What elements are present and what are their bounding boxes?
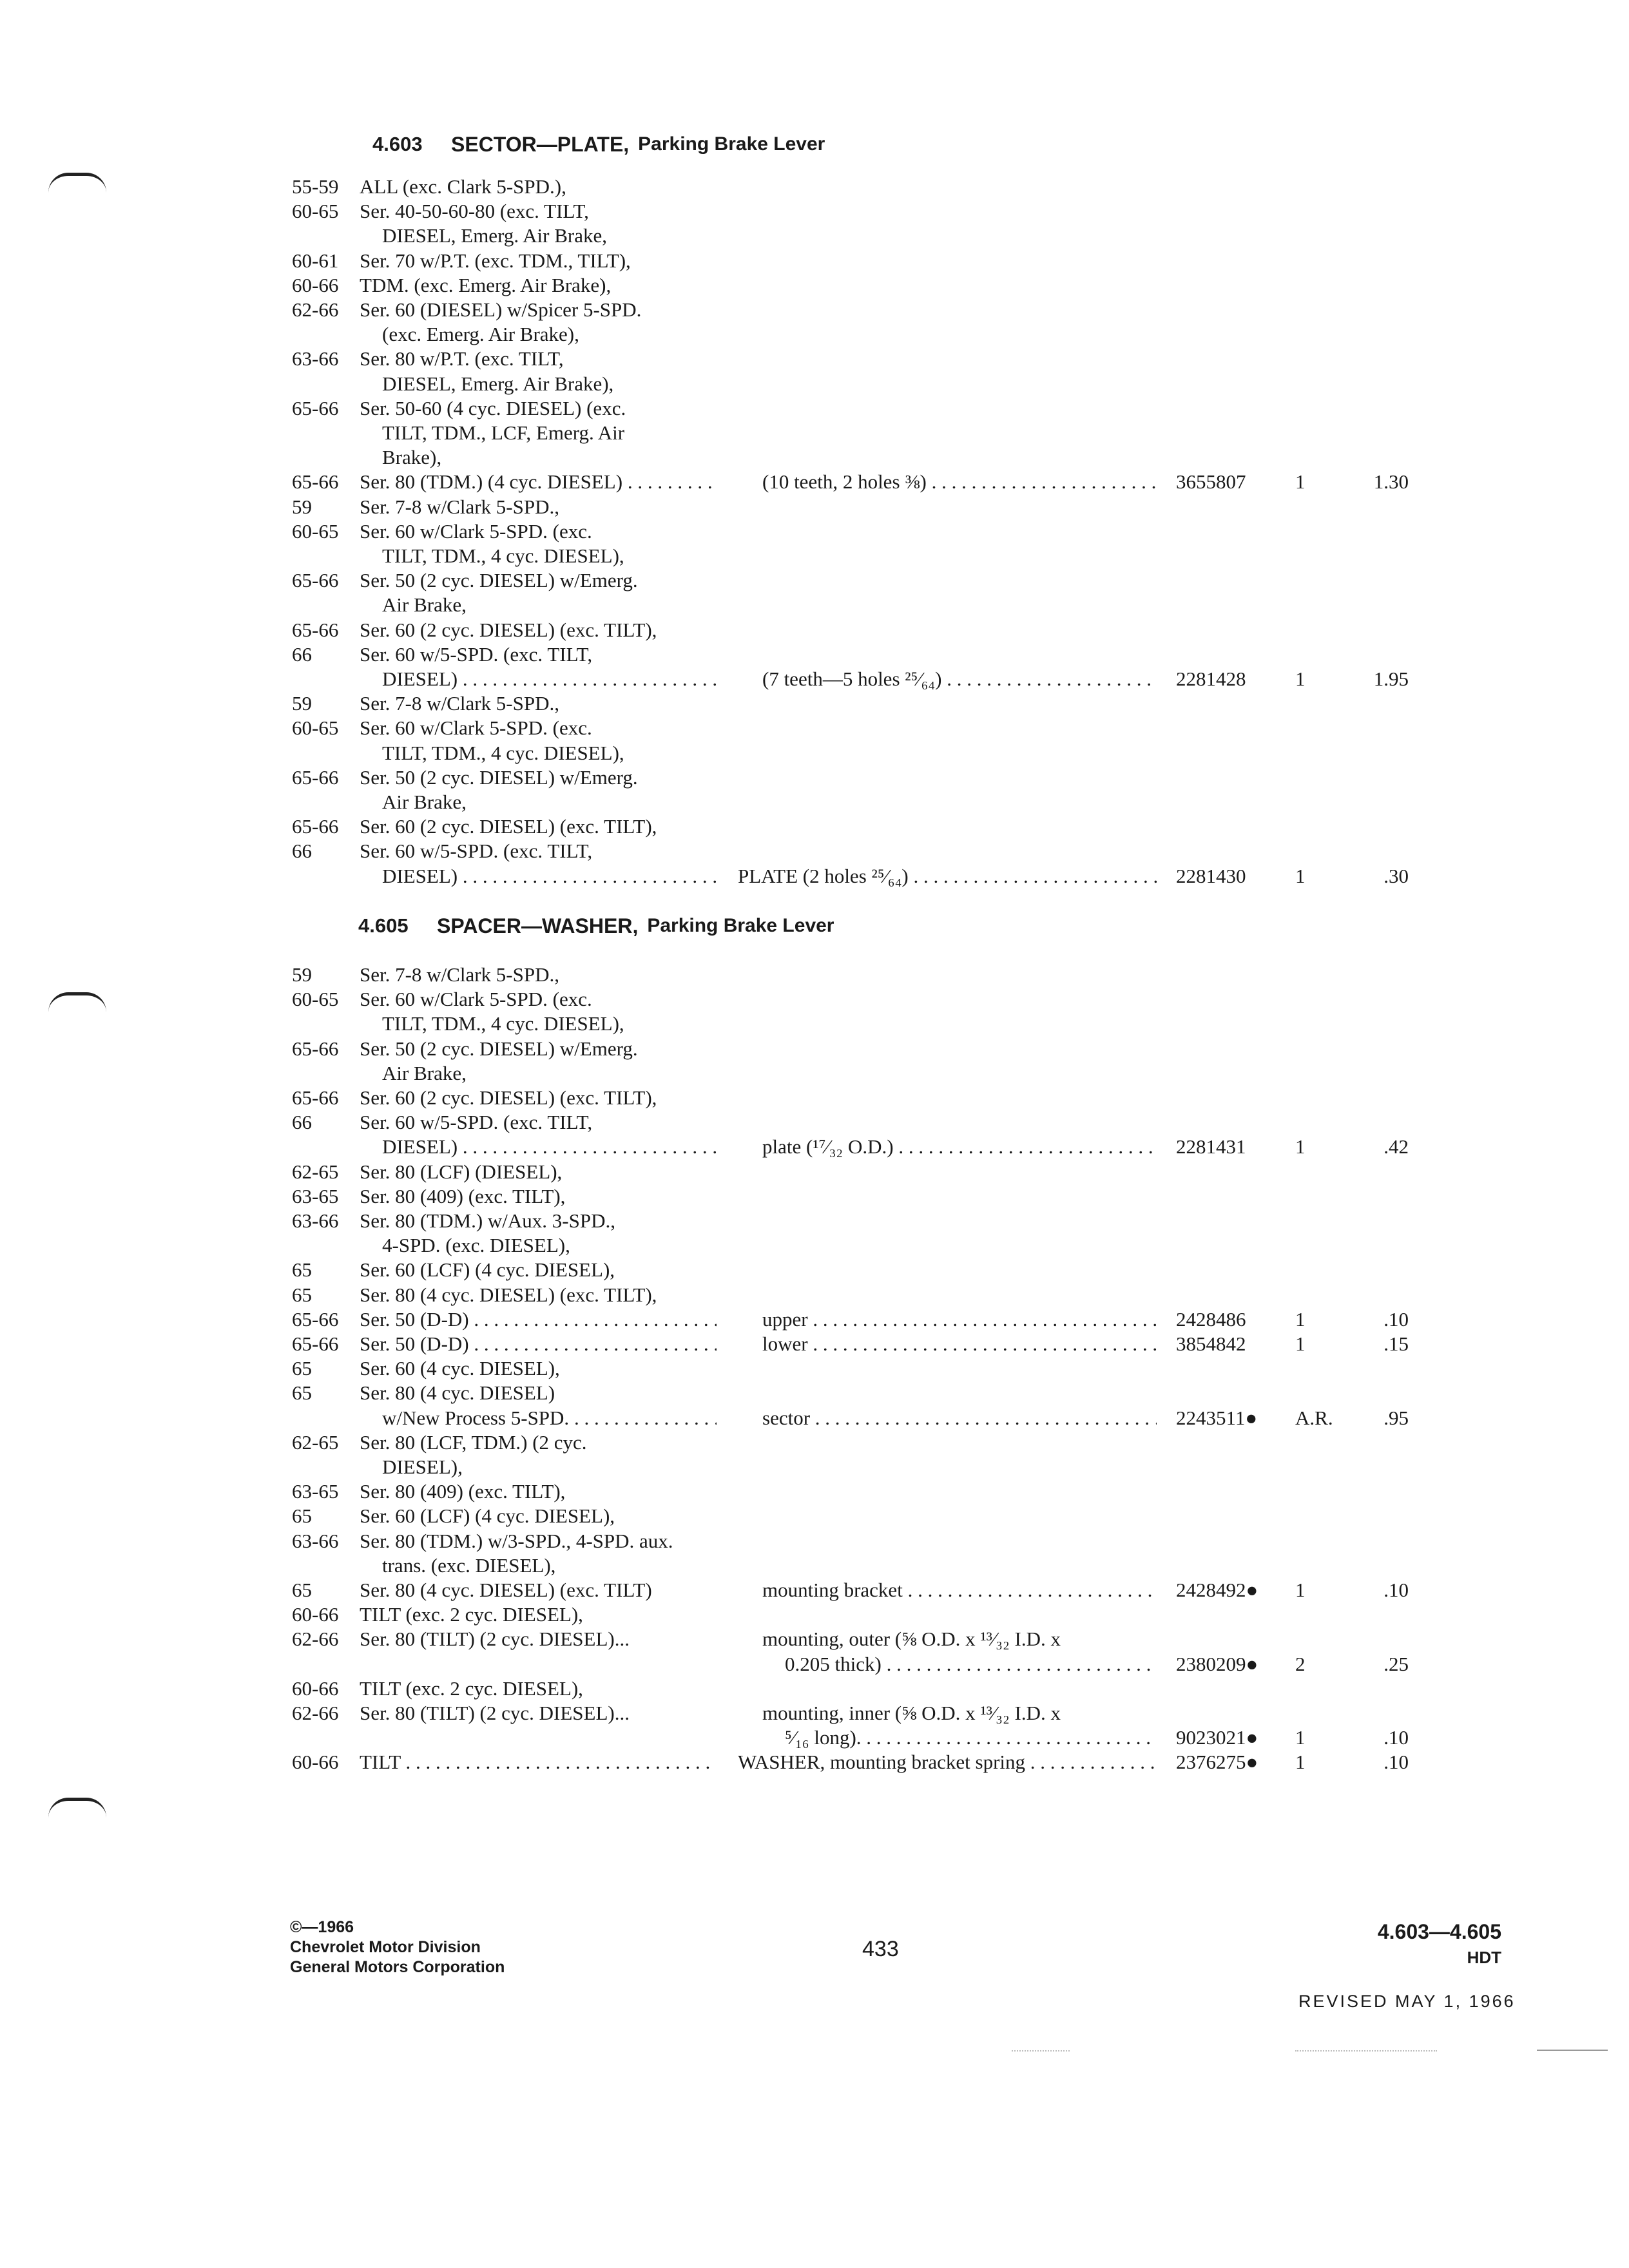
row-part-name: (7 teeth—5 holes ²⁵⁄₆₄) . . . [762,668,1157,691]
row-price: .10 [1383,1751,1409,1774]
row-years: 65 [292,1357,312,1380]
row-quantity: A.R. [1295,1406,1333,1429]
row-years: 63-65 [292,1184,339,1207]
row-part-name: PLATE (2 holes ²⁵⁄₆₄) . . . [738,865,1157,888]
row-application: TILT (exc. 2 cyc. DIESEL), [360,1677,583,1700]
row-years: 63-66 [292,1209,339,1232]
row-quantity: 1 [1295,1332,1306,1355]
row-application: DIESEL) . . . [382,1135,717,1158]
binder-hole-mark [48,1798,106,1818]
row-quantity: 1 [1295,1307,1306,1331]
row-years: 65-66 [292,569,339,592]
row-price: 1.30 [1373,470,1409,494]
row-part-name: 0.205 thick) . . . [785,1653,1157,1676]
row-application: TILT, TDM., LCF, Emerg. Air [382,421,625,444]
row-application: Ser. 60 w/5-SPD. (exc. TILT, [360,840,593,863]
row-years: 60-66 [292,1751,339,1774]
row-application: TDM. (exc. Emerg. Air Brake), [360,273,612,296]
section-title: SPACER—WASHER, [437,914,639,937]
row-price: .10 [1383,1579,1409,1601]
row-application: Ser. 7-8 w/Clark 5-SPD., [360,963,559,986]
row-application: DIESEL) . . . [382,865,717,888]
row-years: 65-66 [292,396,339,419]
row-quantity: 1 [1295,470,1306,494]
row-years: 62-65 [292,1160,339,1183]
row-quantity: 1 [1295,668,1306,690]
row-application: DIESEL), [382,1456,463,1478]
row-application: TILT, TDM., 4 cyc. DIESEL), [382,1012,624,1035]
row-application: Ser. 60 (2 cyc. DIESEL) (exc. TILT), [360,1086,657,1109]
row-years: 66 [292,840,312,863]
row-application: Air Brake, [382,1061,467,1084]
row-price: 1.95 [1373,668,1409,690]
row-years: 65-66 [292,1086,339,1109]
page-number: 433 [862,1937,899,1961]
row-part-number: 2428486 [1176,1307,1246,1331]
row-application: w/New Process 5-SPD. . . . [382,1407,717,1430]
row-application: Ser. 80 (4 cyc. DIESEL) (exc. TILT) [360,1579,652,1601]
row-application: Ser. 80 (TDM.) w/3-SPD., 4-SPD. aux. [360,1529,673,1552]
row-price: .95 [1383,1406,1409,1429]
row-application: Ser. 60 (LCF) (4 cyc. DIESEL), [360,1504,615,1528]
row-application: Ser. 60 (2 cyc. DIESEL) (exc. TILT), [360,618,657,641]
row-quantity: 1 [1295,1579,1306,1601]
row-part-name: lower . . . [762,1332,1157,1356]
row-years: 60-65 [292,988,339,1011]
row-part-name: mounting bracket . . . [762,1579,1157,1602]
row-application: Ser. 60 w/Clark 5-SPD. (exc. [360,519,592,543]
row-years: 65-66 [292,1307,339,1331]
row-years: 65 [292,1504,312,1528]
row-part-name: ⁵⁄₁₆ long). . . . [785,1726,1157,1749]
row-application: 4-SPD. (exc. DIESEL), [382,1234,570,1257]
row-years: 65-66 [292,815,339,838]
row-years: 60-65 [292,716,339,740]
row-application: Ser. 80 (TDM.) w/Aux. 3-SPD., [360,1209,615,1232]
row-application: TILT, TDM., 4 cyc. DIESEL), [382,544,624,567]
publisher-division: Chevrolet Motor Division [290,1938,481,1956]
row-years: 62-65 [292,1430,339,1454]
row-years: 66 [292,642,312,666]
publisher-corporation: General Motors Corporation [290,1958,505,1976]
row-part-number: 2281431 [1176,1135,1246,1158]
row-application: Ser. 80 (4 cyc. DIESEL) (exc. TILT), [360,1283,657,1306]
row-price: .10 [1383,1307,1409,1331]
row-years: 65 [292,1283,312,1306]
row-application: Ser. 80 (TILT) (2 cyc. DIESEL)... [360,1628,630,1651]
row-years: 62-66 [292,298,339,321]
row-years: 60-66 [292,273,339,296]
copyright-notice: ©—1966 [290,1918,354,1936]
row-years: 62-66 [292,1628,339,1651]
row-application: Ser. 7-8 w/Clark 5-SPD., [360,692,559,715]
row-application: Ser. 40-50-60-80 (exc. TILT, [360,200,589,223]
row-application: Ser. 50 (2 cyc. DIESEL) w/Emerg. [360,1037,638,1060]
row-price: .25 [1383,1652,1409,1675]
row-application: Ser. 60 (LCF) (4 cyc. DIESEL), [360,1258,615,1282]
binder-hole-mark [48,992,106,1012]
section-number: 4.605 [358,914,409,937]
scan-artifact [1537,2050,1608,2051]
row-part-name: mounting, inner (⅝ O.D. x ¹³⁄₃₂ I.D. x [762,1702,1061,1724]
row-application: Ser. 50 (D-D) . . . [360,1308,717,1331]
row-part-number: 9023021● [1176,1726,1258,1749]
row-application: Ser. 80 (409) (exc. TILT), [360,1184,566,1207]
scan-artifact [1012,2050,1070,2052]
revision-date: REVISED MAY 1, 1966 [1298,1992,1516,2011]
row-application: Air Brake, [382,593,467,617]
row-part-name: WASHER, mounting bracket spring . . . [738,1751,1157,1774]
row-application: Ser. 80 (LCF) (DIESEL), [360,1160,563,1183]
row-application: Ser. 60 w/5-SPD. (exc. TILT, [360,1111,593,1134]
row-years: 65 [292,1381,312,1405]
section-number: 4.603 [372,133,423,155]
row-application: TILT (exc. 2 cyc. DIESEL), [360,1603,583,1626]
row-application: ALL (exc. Clark 5-SPD.), [360,175,566,198]
row-part-name: (10 teeth, 2 holes ⅜) . . . [762,470,1157,494]
row-part-number: 2376275● [1176,1751,1258,1774]
catalog-code: HDT [1467,1948,1501,1967]
row-years: 55-59 [292,175,339,198]
row-part-number: 3655807 [1176,470,1246,494]
row-price: .10 [1383,1726,1409,1749]
row-application: Ser. 60 (2 cyc. DIESEL) (exc. TILT), [360,815,657,838]
row-part-number: 2281430 [1176,864,1246,887]
row-application: Ser. 60 (4 cyc. DIESEL), [360,1357,560,1380]
row-application: Ser. 60 (DIESEL) w/Spicer 5-SPD. [360,298,642,321]
section-subtitle: Parking Brake Lever [647,915,834,936]
row-years: 65 [292,1579,312,1601]
row-application: Ser. 50-60 (4 cyc. DIESEL) (exc. [360,396,626,419]
section-title: SECTOR—PLATE, [451,133,630,156]
row-years: 63-66 [292,347,339,370]
row-application: Ser. 60 w/Clark 5-SPD. (exc. [360,716,592,740]
row-application: TILT . . . [360,1751,717,1774]
row-application: Ser. 60 w/Clark 5-SPD. (exc. [360,988,592,1011]
section-range: 4.603—4.605 [1377,1920,1501,1943]
row-years: 59 [292,692,312,715]
row-application: trans. (exc. DIESEL), [382,1553,556,1577]
row-application: Ser. 7-8 w/Clark 5-SPD., [360,495,559,518]
row-application: DIESEL, Emerg. Air Brake, [382,224,607,247]
row-application: Ser. 60 w/5-SPD. (exc. TILT, [360,642,593,666]
row-years: 60-66 [292,1677,339,1700]
row-application: Ser. 80 w/P.T. (exc. TILT, [360,347,564,370]
row-application: Ser. 80 (4 cyc. DIESEL) [360,1381,555,1405]
row-application: Ser. 50 (D-D) . . . [360,1332,717,1356]
row-part-name: upper . . . [762,1308,1157,1331]
scan-artifact [1295,2050,1437,2052]
row-years: 62-66 [292,1702,339,1724]
row-years: 63-65 [292,1480,339,1503]
row-application: DIESEL, Emerg. Air Brake), [382,372,614,395]
row-quantity: 1 [1295,864,1306,887]
section-subtitle: Parking Brake Lever [638,133,825,155]
row-price: .42 [1383,1135,1409,1158]
row-part-number: 2281428 [1176,668,1246,690]
row-part-number: 2428492● [1176,1579,1258,1601]
row-quantity: 1 [1295,1726,1306,1749]
row-years: 65-66 [292,1332,339,1355]
row-application: Brake), [382,446,442,469]
row-years: 65-66 [292,618,339,641]
row-years: 60-61 [292,249,339,272]
row-application: Ser. 50 (2 cyc. DIESEL) w/Emerg. [360,765,638,789]
row-years: 65-66 [292,1037,339,1060]
row-application: Ser. 80 (TDM.) (4 cyc. DIESEL) . . . [360,470,717,494]
row-years: 65 [292,1258,312,1282]
row-years: 63-66 [292,1529,339,1552]
row-years: 60-65 [292,200,339,223]
row-part-number: 2380209● [1176,1652,1258,1675]
row-years: 65-66 [292,470,339,494]
row-quantity: 1 [1295,1135,1306,1158]
row-years: 60-66 [292,1603,339,1626]
row-years: 60-65 [292,519,339,543]
row-part-number: 2243511● [1176,1406,1258,1429]
row-application: Ser. 70 w/P.T. (exc. TDM., TILT), [360,249,631,272]
row-part-name: mounting, outer (⅝ O.D. x ¹³⁄₃₂ I.D. x [762,1628,1061,1651]
row-years: 66 [292,1111,312,1134]
row-application: TILT, TDM., 4 cyc. DIESEL), [382,741,624,764]
binder-hole-mark [48,173,106,193]
row-price: .15 [1383,1332,1409,1355]
row-price: .30 [1383,864,1409,887]
row-years: 65-66 [292,765,339,789]
row-application: Ser. 80 (LCF, TDM.) (2 cyc. [360,1430,587,1454]
row-quantity: 1 [1295,1751,1306,1774]
row-years: 59 [292,495,312,518]
row-application: Ser. 50 (2 cyc. DIESEL) w/Emerg. [360,569,638,592]
row-application: Air Brake, [382,791,467,813]
row-application: Ser. 80 (TILT) (2 cyc. DIESEL)... [360,1702,630,1724]
row-quantity: 2 [1295,1652,1306,1675]
row-application: (exc. Emerg. Air Brake), [382,323,579,346]
row-part-name: plate (¹⁷⁄₃₂ O.D.) . . . [762,1135,1157,1158]
row-part-name: sector . . . [762,1407,1157,1430]
row-years: 59 [292,963,312,986]
row-application: DIESEL) . . . [382,668,717,691]
row-part-number: 3854842 [1176,1332,1246,1355]
row-application: Ser. 80 (409) (exc. TILT), [360,1480,566,1503]
